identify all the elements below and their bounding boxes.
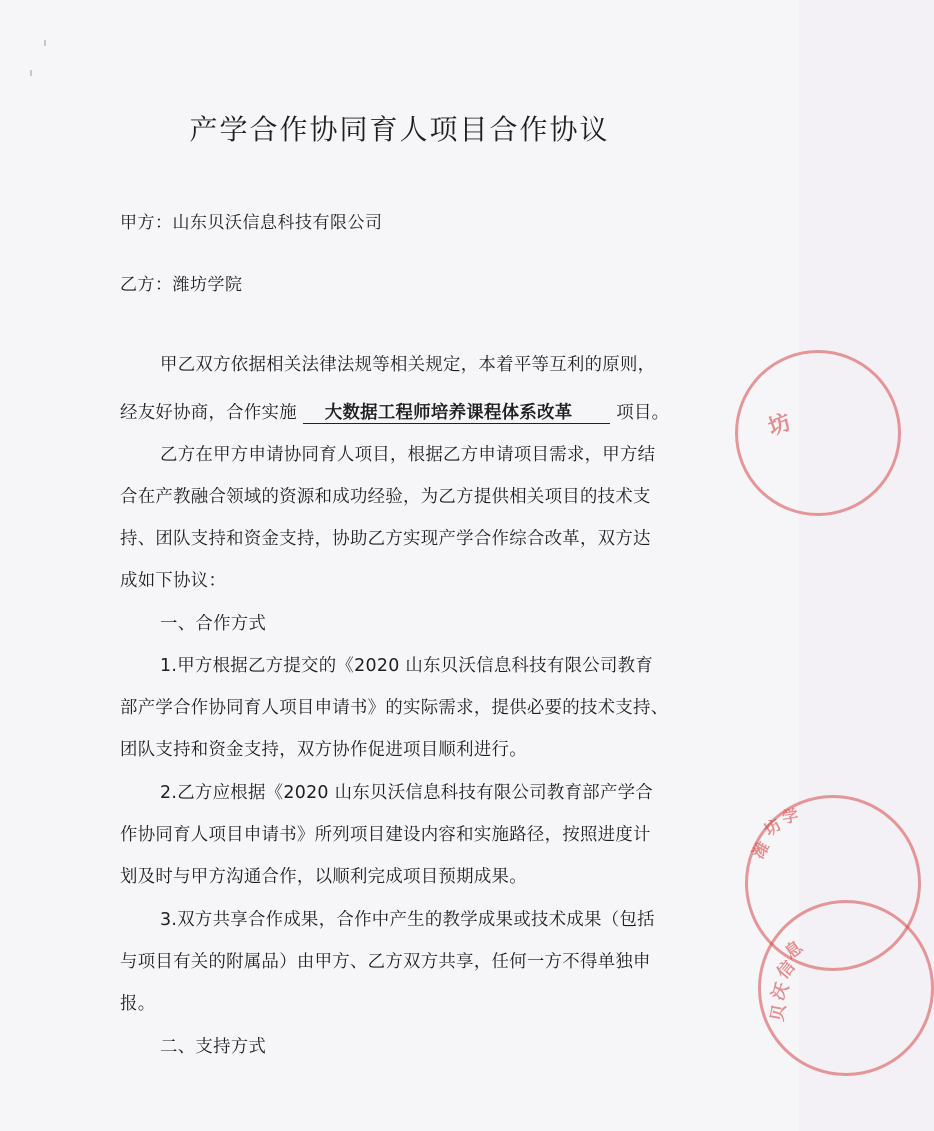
section-2-heading: 二、支持方式	[160, 1037, 267, 1057]
project-name: 大数据工程师培养课程体系改革	[303, 398, 611, 424]
item-3-line-1: 3.双方共享合作成果，合作中产生的教学成果或技术成果（包括	[160, 910, 655, 930]
intro-line-2-prefix: 经友好协商，合作实施	[120, 403, 297, 423]
para2-line-3: 持、团队支持和资金支持，协助乙方实现产学合作综合改革，双方达	[120, 529, 651, 549]
item-2-line-1: 2.乙方应根据《2020 山东贝沃信息科技有限公司教育部产学合	[160, 783, 654, 803]
item-2-line-3: 划及时与甲方沟通合作，以顺利完成项目预期成果。	[120, 867, 527, 887]
party-b: 乙方：潍坊学院	[120, 275, 243, 295]
item-3-line-3: 报。	[120, 994, 156, 1014]
intro-line-2	[120, 398, 669, 424]
item-1-line-2: 部产学合作协同育人项目申请书》的实际需求，提供必要的技术支持、	[120, 698, 669, 718]
seal-character: 沃	[768, 979, 794, 1004]
intro-line-2-suffix: 项目。	[616, 403, 670, 423]
seal-character: 坊	[760, 814, 785, 840]
section-1-heading: 一、合作方式	[160, 614, 267, 634]
para2-line-2: 合在产教融合领域的资源和成功经验，为乙方提供相关项目的技术支	[120, 487, 651, 507]
scan-speck	[30, 70, 32, 76]
party-a: 甲方：山东贝沃信息科技有限公司	[120, 213, 383, 233]
item-3-line-2: 与项目有关的附属品）由甲方、乙方双方共享，任何一方不得单独申	[120, 952, 651, 972]
item-1-line-3: 团队支持和资金支持，双方协作促进项目顺利进行。	[120, 740, 527, 760]
intro-line-1: 甲乙双方依据相关法律法规等相关规定，本着平等互利的原则，	[160, 355, 656, 375]
seal-character: 学	[780, 805, 800, 828]
seal-character: 坊	[765, 409, 795, 441]
document-title: 产学合作协同育人项目合作协议	[189, 113, 610, 146]
seal-character: 信	[773, 957, 800, 984]
seal-character: 息	[781, 937, 807, 964]
seal-character: 潍	[748, 838, 774, 862]
seal-character: 贝	[767, 1002, 791, 1024]
item-1-line-1: 1.甲方根据乙方提交的《2020 山东贝沃信息科技有限公司教育	[160, 656, 654, 676]
para2-line-1: 乙方在甲方申请协同育人项目，根据乙方申请项目需求，甲方结	[160, 445, 656, 465]
item-2-line-2: 作协同育人项目申请书》所列项目建设内容和实施路径，按照进度计	[120, 825, 651, 845]
official-seal	[735, 350, 901, 516]
para2-line-4: 成如下协议：	[120, 571, 227, 591]
scan-speck	[44, 40, 46, 46]
